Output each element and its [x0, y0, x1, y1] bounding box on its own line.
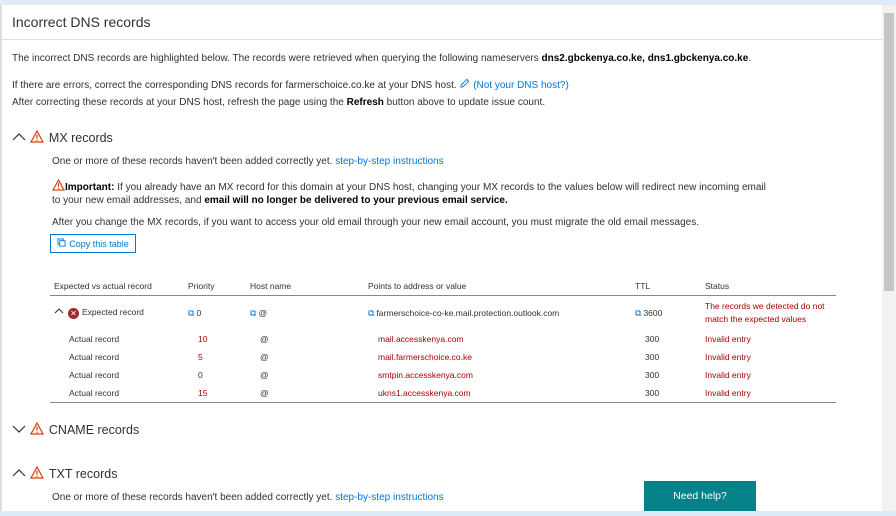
intro-line-2	[12, 78, 569, 91]
col-points-to: Points to address or value	[364, 276, 631, 296]
expected-host: @	[258, 307, 268, 318]
table-row	[50, 366, 836, 384]
table-row	[50, 330, 836, 348]
actual-label: Actual record	[69, 370, 120, 380]
warning-icon	[30, 465, 44, 482]
expected-points-to: farmerschoice-co-ke.mail.protection.outlook.com	[376, 307, 560, 318]
not-your-host-link[interactable]: (Not your DNS host?)	[473, 80, 569, 91]
intro-text-3-suffix: button above to update issue count.	[383, 97, 546, 108]
actual-priority: 0	[198, 370, 203, 380]
actual-points-to: smtpin.accesskenya.com	[378, 370, 473, 380]
table-row	[50, 348, 836, 366]
copy-icon[interactable]: ⧉	[250, 307, 257, 318]
actual-ttl: 300	[631, 384, 701, 403]
need-help-button[interactable]: Need help?	[644, 481, 756, 511]
copy-icon[interactable]: ⧉	[188, 307, 195, 318]
intro-suffix: .	[748, 53, 752, 64]
actual-label: Actual record	[69, 334, 120, 344]
table-header-row	[50, 276, 836, 296]
expected-record-row	[50, 296, 836, 331]
intro-line-3	[12, 97, 545, 108]
scrollbar-thumb[interactable]	[884, 13, 894, 291]
actual-status: Invalid entry	[705, 334, 751, 344]
copy-icon	[57, 238, 66, 249]
intro-text: The incorrect DNS records are highlighted below. The records were retrieved when querying the following nameservers	[12, 53, 542, 64]
chevron-up-icon[interactable]	[12, 465, 26, 482]
actual-host: @	[260, 352, 269, 362]
expected-ttl: 3600	[643, 307, 663, 318]
mx-important-line-2	[52, 195, 508, 206]
chevron-down-icon[interactable]	[12, 421, 26, 438]
expected-priority: 0	[196, 307, 202, 318]
intro-text-2: If there are errors, correct the corresponding DNS records for farmerschoice.co.ke at your DNS host.	[12, 80, 457, 91]
txt-note-text: One or more of these records haven't been added correctly yet.	[52, 492, 333, 503]
important-bold: email will no longer be delivered to your previous email service.	[204, 195, 508, 206]
intro-line-1	[12, 53, 751, 64]
txt-section-header[interactable]	[12, 465, 117, 483]
important-text-2: to your new email addresses, and	[52, 195, 205, 206]
txt-instructions-link[interactable]: step-by-step instructions	[335, 492, 444, 503]
mx-table	[50, 276, 836, 403]
actual-ttl: 300	[645, 352, 660, 362]
mx-note-text: One or more of these records haven't been added correctly yet.	[52, 156, 333, 167]
important-text: If you already have an MX record for this domain at your DNS host, changing your MX records to the values below will redirect new incoming email	[114, 182, 766, 193]
expected-host-cell[interactable]	[246, 296, 364, 331]
txt-note	[52, 492, 444, 503]
refresh-word: Refresh	[346, 97, 384, 108]
chevron-up-icon[interactable]	[12, 129, 26, 146]
actual-host: @	[246, 384, 364, 403]
col-expected-vs-actual: Expected vs actual record	[50, 276, 184, 296]
expected-ttl-cell[interactable]	[631, 296, 701, 331]
page-title: Incorrect DNS records	[12, 14, 151, 30]
mx-after-change: After you change the MX records, if you want to access your old email through your new email account, you must migrate the old email messages.	[52, 217, 699, 228]
actual-label: Actual record	[69, 352, 120, 362]
actual-points-to: mail.farmerschoice.co.ke	[378, 352, 473, 362]
actual-points-to: mail.accesskenya.com	[378, 334, 464, 344]
title-divider	[2, 39, 882, 40]
actual-status: Invalid entry	[705, 352, 751, 362]
copy-icon[interactable]: ⧉	[368, 307, 375, 318]
actual-label: Actual record	[50, 384, 184, 403]
mx-instructions-link[interactable]: step-by-step instructions	[335, 156, 444, 167]
col-host-name: Host name	[246, 276, 364, 296]
actual-ttl: 300	[645, 370, 660, 380]
actual-priority: 15	[184, 384, 246, 403]
col-priority: Priority	[184, 276, 246, 296]
actual-points-to: ukns1.accesskenya.com	[364, 384, 631, 403]
cname-heading: CNAME records	[48, 423, 140, 437]
col-ttl: TTL	[631, 276, 701, 296]
scrollbar[interactable]	[882, 5, 896, 511]
nameservers: dns2.gbckenya.co.ke, dns1.gbckenya.co.ke	[541, 53, 749, 64]
intro-text-3: After correcting these records at your DNS host, refresh the page using the	[12, 97, 347, 108]
mx-note	[52, 156, 444, 167]
copy-table-button[interactable]	[50, 234, 136, 253]
actual-host: @	[260, 370, 269, 380]
mx-important-line-1	[52, 179, 766, 193]
col-status: Status	[701, 276, 836, 296]
expected-priority-cell[interactable]	[184, 296, 246, 331]
actual-ttl: 300	[645, 334, 660, 344]
chevron-up-icon[interactable]	[54, 307, 68, 317]
edit-icon[interactable]	[459, 80, 473, 91]
actual-host: @	[260, 334, 269, 344]
actual-priority: 5	[198, 352, 203, 362]
expected-label: Expected record	[82, 307, 144, 318]
mx-heading: MX records	[48, 131, 113, 145]
cname-section-header[interactable]	[12, 421, 139, 439]
warning-icon	[30, 421, 44, 438]
actual-status: Invalid entry	[701, 384, 836, 403]
actual-priority: 10	[198, 334, 208, 344]
important-label: Important:	[65, 182, 115, 193]
bottom-bar	[0, 511, 896, 516]
expected-points-cell[interactable]	[364, 296, 631, 331]
expected-cell[interactable]	[50, 296, 184, 331]
warning-icon	[52, 182, 65, 193]
copy-table-label: Copy this table	[69, 238, 129, 249]
actual-status: Invalid entry	[705, 370, 751, 380]
txt-heading: TXT records	[48, 467, 118, 481]
table-row	[50, 384, 836, 403]
expected-status: The records we detected do not match the expected values	[705, 301, 825, 324]
copy-icon[interactable]: ⧉	[635, 307, 642, 318]
mx-section-header[interactable]	[12, 129, 113, 147]
warning-icon	[30, 129, 44, 146]
error-icon: ✕	[68, 308, 79, 319]
